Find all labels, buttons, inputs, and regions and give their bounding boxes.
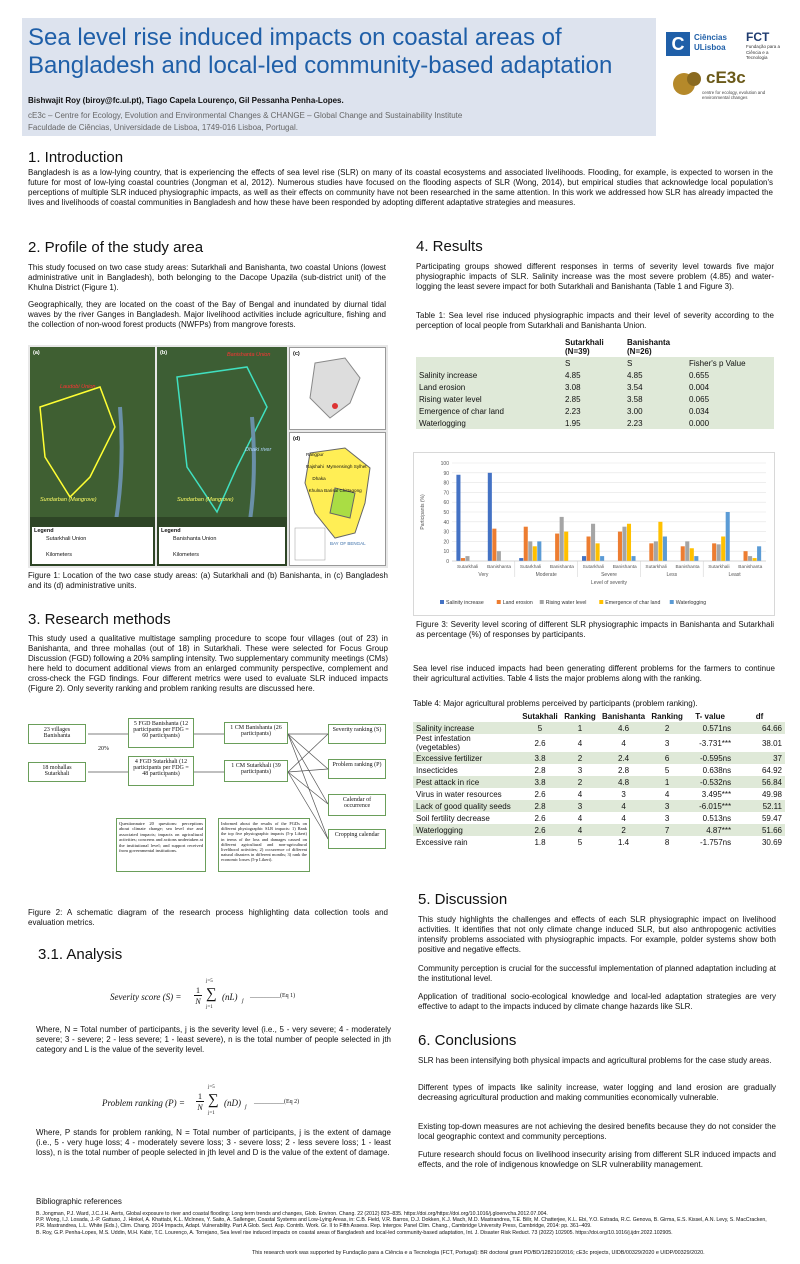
table-1: Sutarkhali (N=39) Banishanta (N=26) S S Fisher's p Value Salinity increase 4.85 4.85 0.655 Land erosion 3.08 3.54 0.004 Rising water level 2.85 3.58 0.065 Emergence of char land 2.23 3.00 0.034 Waterlogging 1.95 2.23 0.000 (416, 337, 774, 429)
table-1-caption: Table 1: Sea level rise induced physiographic impacts and their level of severity according to the perception of local people from Sutarkhali and Banishanta Union. (416, 311, 774, 330)
y-tick-label: 100 (440, 461, 449, 467)
x-tick-label: Banishanta (549, 565, 574, 570)
intro-text: Bangladesh is as a low-lying country, that is experiencing the effects of sea level rise (SLR) on many of its coastal ecosystems and associated livelihoods. Flooding, for example, is expected to worsen in the future for most of low-lying coastal countries (Jongman et al, 2012). Numerous studies have focused on the flooding aspects of SLR (Wong, 2014), but empirical studies that acknowledge local population's perceptions of multiple SLR induced physiographic impacts, as well as their effects on community have not been researched in the same attention. In this work we addressed how SLR has already impacted the lives and livelihoods of coastal communities in Bangladesh and how these have been responded by adopting different adaptative strategies and measures. (28, 168, 773, 207)
conclusions-p2: Different types of impacts like salinity increase, water logging and land erosion are gradually decreasing agricultural production and making communities economically vulnerable. (418, 1083, 776, 1102)
cm-banishanta-box: 1 CM Banishanta (26 participants) (224, 722, 288, 744)
figure-1 (28, 345, 388, 568)
discussion-p1: This study highlights the challenges and effects of each SLR physiographic impact on livelihood activities. It identifies that not only climate change induced SLR, but also anthropogenic activities intensify problems associated with physiographic impacts. For example, polder systems show both positive and negative effects. (418, 915, 776, 954)
results-p1: Participating groups showed different responses in terms of severity level towards five major physiographic impacts of SLR. Salinity increase was the most severe problem (4.85) and water-logging the least severe impact for both Sutarkhali and Banishanta (Table 1 and Figure 3). (416, 262, 774, 291)
bar (587, 537, 591, 562)
cm-sutarkhali-box: 1 CM Sutarkhali (39 participants) (224, 760, 288, 782)
bar (600, 556, 604, 561)
results-p2: Sea level rise induced impacts had been generating different problems for the farmers to continue their agricultural activities. Table 4 lists the major problems along with the ranking. (413, 664, 775, 683)
x-group-label: Moderate (535, 572, 557, 578)
legend-swatch (540, 600, 544, 604)
bar (524, 527, 528, 561)
reference-3: B. Roy, G.P. Penha-Lopes, M.S. Uddin, M.H. Kabir, T.C. Lourenço, A. Torrejano, Sea level rise induced impacts on coastal areas of Bangladesh and local-led community-based adaptation, Int. J. Disaster Risk Reduct. 73 (2022) 102905. https://doi.org/10.1016/j.ijdrr.2022.102905. (36, 1229, 673, 1236)
y-tick-label: 80 (443, 480, 449, 487)
figure-3 (413, 452, 775, 616)
y-tick-label: 90 (443, 470, 449, 477)
x-tick-label: Banishanta (487, 565, 512, 570)
fct-logo: FCT Fundação para a Ciência e a Tecnologia (746, 30, 781, 60)
table-row: Waterlogging 2.6 4 2 7 4.87*** 51.66 (413, 824, 785, 836)
x-tick-label: Sutarkhali (519, 565, 542, 570)
y-tick-label: 10 (443, 549, 449, 556)
bar (456, 475, 460, 561)
severity-ranking-box: Severity ranking (S) (328, 724, 386, 744)
table-row: Salinity increase 5 1 4.6 2 0.571ns 64.66 (413, 722, 785, 734)
calendar-occurrence-box: Calendar of occurrence (328, 794, 386, 816)
x-tick-label: Sutarkhali (457, 565, 479, 570)
bar (461, 558, 465, 561)
bar (721, 537, 725, 562)
reference-2: P.P. Wong, I.J. Losada, J.-P. Gattuso, J. Hinkel, A. Khattabi, K.L. McInnes, Y. Saito, A. Sallenger, Coastal Systems and Low-Lying Areas, in: C.B. Field, V.R. Barros, D.J. Dokken, K.J. Mach, M.D. Mastrandrea, T.E. Bilir, M. Chatterjee, K.L. Ebi, Y.O. Estrada, R.C. Genova, B. Girma, E.S. Kissel, A.N. Levy, S. MacCracken, P.R. Mastrandrea, L.L. White (Eds.), Clim. Chang. 2014 Impacts, Adapt. Vulnerability. Part A Glob. Sect. Asp. Contrib. Work. Gr. II to Fifth Assess. Rep. Intergov. Panel Clim. Chang., Cambridge University Press, Cambridge, 2014: pp. 361–409. (36, 1217, 767, 1230)
table-4-caption: Table 4: Major agricultural problems perceived by participants (problem ranking). (413, 699, 698, 708)
analysis-where-1: Where, N = Total number of participants, j is the severity level (i.e., 5 - very severe; 4 - moderately severe; 3 - severe; 2 - less severe; 1 - least severe), n is the total number of people selected in jth category and L is the value of the severity level. (36, 1025, 391, 1054)
bar (712, 543, 716, 561)
bar (519, 558, 523, 561)
x-tick-label: Sutarkhali (645, 565, 667, 570)
y-axis-label: Participants (%) (420, 494, 426, 530)
x-group-label: Very (478, 572, 489, 578)
x-tick-label: Sutarkhali (708, 565, 730, 570)
bar (748, 556, 752, 561)
intro-heading: 1. Introduction (28, 149, 124, 166)
discussion-p3: Application of traditional socio-ecological knowledge and local-led adaptation strategies are very effective to adapt to the impacts induced by climate change hazards like SLR. (418, 992, 776, 1011)
bar (560, 517, 564, 561)
legend-label: Emergence of char land (605, 600, 661, 606)
bar (726, 512, 730, 561)
bar (465, 556, 469, 561)
bar (631, 556, 635, 561)
equation-1: Severity score (S) = 1 N j=5 ∑ j=1 (nL) j __________(Eq 1) (110, 979, 296, 1010)
table-row: Lack of good quality seeds 2.8 3 4 3 -6.015*** 52.11 (413, 800, 785, 812)
table-4: Sutakhali Ranking Banishanta Ranking T- value df Salinity increase 5 1 4.6 2 0.571ns 64.66 Pest infestation (vegetables) 2.6 4 4 3 -3.731*** 38.01 Excessive fertilizer 3.8 2 2.4 6 -0.595ns 37 Insecticides 2.8 3 2.8 5 0.638ns 64.92 Pest attack in rice 3.8 2 4.8 1 -0.532ns 56.84 Virus in water resources 2.6 4 3 4 3.495*** 49.98 Lack of good quality seeds 2.8 3 4 3 -6.015*** 52.11 Soil fertility decrease 2.6 4 4 3 0.513ns 59.47 Waterlogging 2.6 4 2 7 4.87*** 51.66 Excessive rain 1.8 5 1.4 8 -1.757ns 30.69 (413, 710, 785, 848)
profile-heading: 2. Profile of the study area (28, 239, 204, 256)
poster-title: Sea level rise induced impacts on coastal areas of Bangladesh and local-led community-based adaptation (28, 24, 613, 79)
reference-1: B. Jongman, P.J. Ward, J.C.J.H. Aerts, Global exposure to river and coastal flooding: Long term trends and changes, Glob. Environ. Chang. 22 (2012) 823–835. https://doi.org/https://doi.org/10.1016/j.gloenvcha.2012.07.004. (36, 1211, 548, 1217)
y-tick-label: 30 (443, 529, 449, 536)
bar (694, 556, 698, 561)
y-tick-label: 60 (443, 500, 449, 507)
figure-1-caption: Figure 1: Location of the two case study areas: (a) Sutarkhali and (b) Banishanta, in (c) Bangladesh and its (d) administrative units. (28, 571, 388, 590)
results-heading: 4. Results (416, 238, 483, 255)
map-b: (b) Banishanta Union Dhaki river Sundarban (Mangrove) Legend Banishanta Union Kilometers (157, 347, 287, 566)
bar (627, 524, 631, 561)
bar (537, 541, 541, 561)
figure-2-caption: Figure 2: A schematic diagram of the research process highlighting data collection tools and evaluation metrics. (28, 908, 388, 927)
table-row: Emergence of char land 2.23 3.00 0.034 (416, 405, 774, 417)
discussion-p2: Community perception is crucial for the successful implementation of planned adaptation including at the institutional level. (418, 964, 776, 983)
ce3c-logo: cE3c centre for ecology, evolution and environmental changes (670, 68, 786, 104)
legend-label: Waterlogging (675, 600, 707, 606)
bar (618, 532, 622, 561)
legend-swatch (599, 600, 603, 604)
legend-label: Land erosion (502, 600, 533, 606)
bar (649, 543, 653, 561)
y-tick-label: 70 (443, 490, 449, 497)
x-tick-label: Banishanta (612, 565, 637, 570)
cm-informed-box: Informed about the results of the FGDs on different physiographic SLR impacts: 1) Rank the top five physiographic impacts (5-p Likert) in terms of the loss and damages caused on different agricultural and non-agricultural livelihood activities; 2) occurrence of different natural disasters in different months; 3) rank the economic losses (5-p Likert). (218, 818, 310, 872)
methods-heading: 3. Research methods (28, 611, 171, 628)
ulisboa-logo: C Ciências ULisboa (666, 30, 744, 60)
fgd-sutarkhali-box: 4 FGD Sutarkhali (12 participants per FDG = 48 participants) (128, 756, 194, 786)
table-row: Pest attack in rice 3.8 2 4.8 1 -0.532ns 56.84 (413, 776, 785, 788)
map-c: (c) (289, 347, 386, 430)
table-row: Salinity increase 4.85 4.85 0.655 (416, 369, 774, 381)
table-row: Rising water level 2.85 3.58 0.065 (416, 393, 774, 405)
cropping-calendar-box: Cropping calendar (328, 829, 386, 849)
bar (685, 541, 689, 561)
analysis-heading: 3.1. Analysis (38, 946, 123, 963)
bar (564, 532, 568, 561)
bar (596, 543, 600, 561)
map-a: (a) Laudobi Union Sundarban (Mangrove) Legend Sutarkhali Union Kilometers (30, 347, 155, 566)
authors: Bishwajit Roy (biroy@fc.ul.pt), Tiago Capela Lourenço, Gil Pessanha Penha-Lopes. (28, 96, 344, 105)
bar (744, 551, 748, 561)
discussion-heading: 5. Discussion (418, 891, 508, 908)
analysis-where-2: Where, P stands for problem ranking, N = Total number of participants, j is the extent of damage (i.e., 5 - very huge loss; 4 - moderately severe loss; 3 - severe loss; 2 - less severe loss; 1 - least loss), n is the total number of people selected in jth level and D is the value of the extent of damage. (36, 1128, 391, 1157)
bar (533, 546, 537, 561)
bar (555, 534, 559, 561)
sampling-percent: 20% (98, 746, 109, 752)
bar (488, 473, 492, 561)
y-tick-label: 50 (443, 510, 449, 516)
map-d-divisions: Rangpur Rajshahi Mymensingh Sylhet Dhaka Khulna Barisal Chittagong (306, 452, 367, 493)
severity-chart (414, 453, 774, 615)
table-row: Pest infestation (vegetables) 2.6 4 4 3 -3.731*** 38.01 (416, 734, 782, 752)
table-row: Insecticides 2.8 3 2.8 5 0.638ns 64.92 (416, 765, 782, 775)
y-tick-label: 40 (443, 519, 449, 526)
bar (622, 527, 626, 561)
table-row: Land erosion 3.08 3.54 0.004 (416, 381, 774, 393)
conclusions-p3: Existing top-down measures are not achieving the desired benefits because they do not consider the local geographic context and community perceptions. (418, 1122, 776, 1141)
legend-swatch (670, 600, 674, 604)
questionnaire-box: Questionnaire 20 questions: perceptions about climate change; sea level rise and associated impacts; impacts on agricultural activities; concerns and actions undertaken at the institutional level; and support received from governmental institutions. (116, 818, 206, 872)
y-tick-label: 0 (446, 559, 449, 565)
bar (492, 529, 496, 561)
villages-banishanta-box: 23 villages Banishanta (28, 724, 86, 744)
profile-p1: This study focused on two case study areas: Sutarkhali and Banishanta, two coastal Unions (lowest administrative unit in Bangladesh), both belonging to the Dacope Upazila (sub-district unit) of the Khulna District (Figure 1). (28, 263, 386, 292)
bar (681, 546, 685, 561)
acknowledgement: This research work was supported by Fundação para a Ciência e a Tecnologia (FCT, Portugal): BR doctoral grant PD/BD/128210/2016; cE3c projects, UIDB/00329/2020 e UIDP/00329/2020. (252, 1250, 705, 1256)
conclusions-p1: SLR has been intensifying both physical impacts and agricultural problems for the case study areas. (418, 1056, 772, 1065)
x-tick-label: Banishanta (675, 565, 700, 570)
x-group-label: Less (666, 572, 678, 578)
x-group-label: Least (728, 572, 741, 578)
figure-3-caption: Figure 3: Severity level scoring of different SLR physiographic impacts in Banishanta and Sutarkhali as percentage (%) of responses by participants. (416, 620, 774, 639)
table-row: Excessive fertilizer 3.8 2 2.4 6 -0.595ns 37 (413, 752, 785, 764)
y-tick-label: 20 (443, 539, 449, 546)
reference-list (36, 1211, 776, 1236)
table-row: Excessive rain 1.8 5 1.4 8 -1.757ns 30.69 (416, 837, 782, 847)
legend-swatch (497, 600, 501, 604)
bar (528, 541, 532, 561)
bar (757, 546, 761, 561)
affiliation: cE3c – Centre for Ecology, Evolution and Environmental Changes & CHANGE – Global Change and Sustainability Institute Faculdade de Ciências, Universidade de Lisboa, 1749-016 Lisboa, Portugal. (28, 111, 463, 132)
legend-label: Rising water level (545, 600, 587, 606)
bar (654, 541, 658, 561)
table-row: Virus in water resources 2.6 4 3 4 3.495*** 49.98 (416, 789, 782, 799)
table-row: Waterlogging 1.95 2.23 0.000 (416, 417, 774, 429)
fgd-banishanta-box: 5 FGD Banishanta (12 participants per FDG = 60 participants) (128, 718, 194, 748)
refs-heading: Bibliographic references (36, 1197, 122, 1206)
problem-ranking-box: Problem ranking (P) (328, 759, 386, 779)
bar (753, 558, 757, 561)
bar (497, 551, 501, 561)
equation-2: Problem ranking (P) = 1 N j=5 ∑ j=1 (nD) j __________(Eq 2) (102, 1085, 300, 1116)
bar (591, 524, 595, 561)
x-axis-label: Level of severity (590, 580, 628, 586)
mohallas-sutarkhali-box: 18 mohallas Sutarkhali (28, 762, 86, 782)
bar (582, 556, 586, 561)
x-tick-label: Sutarkhali (582, 565, 604, 570)
legend-label: Salinity increase (446, 600, 484, 606)
x-tick-label: Banishanta (738, 565, 763, 570)
table-row: Soil fertility decrease 2.6 4 4 3 0.513ns 59.47 (416, 813, 782, 823)
bar (717, 544, 721, 561)
methods-text: This study used a qualitative multistage sampling procedure to scope four villages (out of 23) in Banishanta, and three mohallas (out of 18) in Sutarkhali. These were selected for Focus Group Discussion (FGD) following a 20% sampling intensity. Two supplementary community meetings (CMs) here held to document additional views from an enlarged community perspective, complement and cross-check the FGD findings. Four different metrics were used to evaluate SLR induced impacts (Figure 2). Only severity ranking and problem ranking results are discussed here. (28, 634, 388, 693)
profile-p2: Geographically, they are located on the coast of the Bay of Bengal and inundated by diurnal tidal waves by the river Ganges in Bangladesh. Major livelihood activities include agriculture, fishing and the collection of non-wood forest products (NWFPs) from mangrove forests. (28, 300, 386, 329)
bar (690, 548, 694, 561)
conclusions-heading: 6. Conclusions (418, 1032, 517, 1049)
legend-swatch (440, 600, 444, 604)
x-group-label: Severe (601, 572, 617, 578)
conclusions-p4: Future research should focus on livelihood insecurity arising from different SLR induced impacts and effects, and the role of indigenous knowledge on SLR vulnerability management. (418, 1150, 776, 1169)
bar (658, 522, 662, 561)
figure-2 (28, 714, 388, 904)
bar (663, 537, 667, 562)
map-d: (d) Rangpur Rajshahi Mymensingh Sylhet Dhaka Khulna Barisal Chittagong BAY OF BENGAL (289, 432, 386, 566)
